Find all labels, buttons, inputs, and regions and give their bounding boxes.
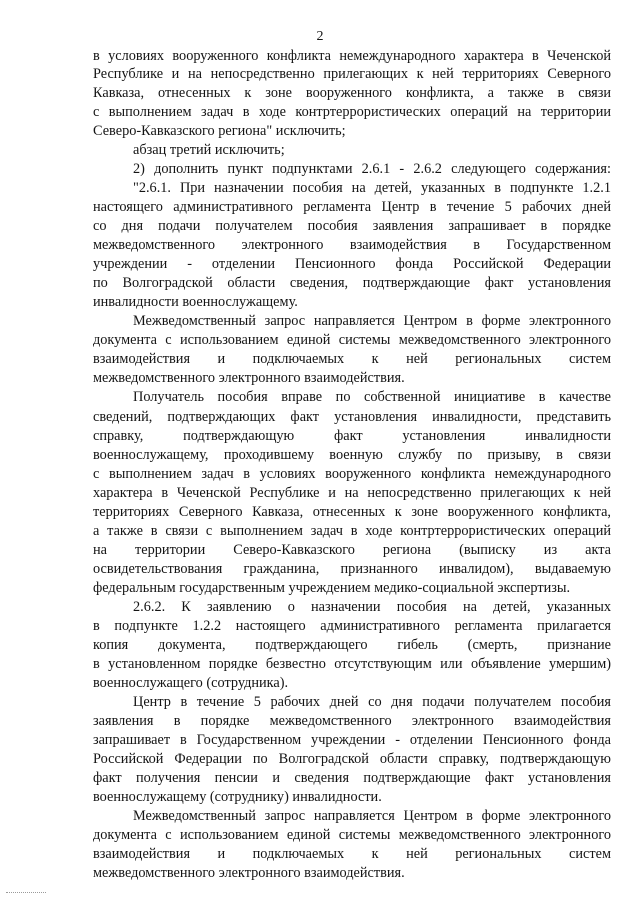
page-number: 2 [316,29,324,44]
text-line: учреждении - отделении Пенсионного фонда Российской Федерации [93,256,611,272]
text-line: запрашивает в Государственном учреждении - отделении Пенсионного фонда [93,732,611,748]
text-line: в установленном порядке безвестно отсутствующим или объявление умершим) [93,656,611,672]
text-line: абзац третий исключить; [133,142,285,158]
text-line: федеральным государственным учреждением медико-социальной экспертизы. [93,580,571,596]
text-line: Российской Федерации по Волгоградской области справку, подтверждающую [93,751,611,767]
text-line: межведомственного электронного взаимодействия в Государственном [93,237,611,253]
text-line: факт получения пенсии и сведения подтверждающие факт установления [93,770,611,786]
text-line: на территории Северо-Кавказского региона (выписку из акта [93,542,611,558]
text-line: Межведомственный запрос направляется Центром в форме электронного [133,313,611,329]
text-line: по Волгоградской области сведения, подтверждающие факт установления [93,275,611,291]
text-line: заявления в порядке межведомственного электронного взаимодействия [93,713,611,729]
text-line: инвалидности военнослужащему. [93,294,298,310]
text-line: Республике и на непосредственно прилегающих к ней территориях Северного [93,66,611,82]
text-line: а также в связи с выполнением задач в ходе контртеррористических операций [93,523,611,539]
text-line: документа с использованием единой системы межведомственного электронного [93,332,611,348]
text-line: Кавказа, отнесенных к зоне вооруженного конфликта, а также в связи [93,85,611,101]
text-line: военнослужащему, проходившему военную службу по призыву, в связи [93,447,611,463]
text-line: военнослужащему (сотруднику) инвалидности. [93,789,382,805]
text-line: со дня подачи получателем пособия заявления запрашивает в порядке [93,218,611,234]
text-line: с выполнением задач в условиях вооруженного конфликта немеждународного [93,466,611,482]
text-line: взаимодействия и подключаемых к ней региональных систем [93,351,611,367]
text-line: Получатель пособия вправе по собственной инициативе в качестве [133,389,611,405]
text-line: военнослужащего (сотрудника). [93,675,289,691]
text-line: "2.6.1. При назначении пособия на детей, указанных в подпункте 1.2.1 [133,180,611,196]
text-line: копия документа, подтверждающего гибель (смерть, признание [93,637,611,653]
text-line: освидетельствования гражданина, признанного инвалидом), выдаваемую [93,561,611,577]
scan-footer-mark [6,892,46,895]
text-line: в подпункте 1.2.2 настоящего административного регламента прилагается [93,618,611,634]
text-line: межведомственного электронного взаимодействия. [93,370,405,386]
text-line: с выполнением задач в ходе контртеррористических операций на территории [93,104,611,120]
text-line: Центр в течение 5 рабочих дней со дня подачи получателем пособия [133,694,611,710]
text-line: характера в Чеченской Республике и на непосредственно прилегающих к ней [93,485,611,501]
text-line: взаимодействия и подключаемых к ней региональных систем [93,846,611,862]
text-line: документа с использованием единой системы межведомственного электронного [93,827,611,843]
text-line: межведомственного электронного взаимодействия. [93,865,405,881]
text-line: Северо-Кавказского региона" исключить; [93,123,346,139]
text-line: 2) дополнить пункт подпунктами 2.6.1 - 2.6.2 следующего содержания: [133,161,611,177]
text-line: справку, подтверждающую факт установления инвалидности [93,428,611,444]
text-line: 2.6.2. К заявлению о назначении пособия на детей, указанных [133,599,611,615]
text-line: настоящего административного регламента Центр в течение 5 рабочих дней [93,199,611,215]
text-line: Межведомственный запрос направляется Центром в форме электронного [133,808,611,824]
text-line: в условиях вооруженного конфликта немеждународного характера в Чеченской [93,48,611,64]
text-line: территориях Северного Кавказа, отнесенных к зоне вооруженного конфликта, [93,504,611,520]
text-line: сведений, подтверждающих факт установления инвалидности, представить [93,409,611,425]
